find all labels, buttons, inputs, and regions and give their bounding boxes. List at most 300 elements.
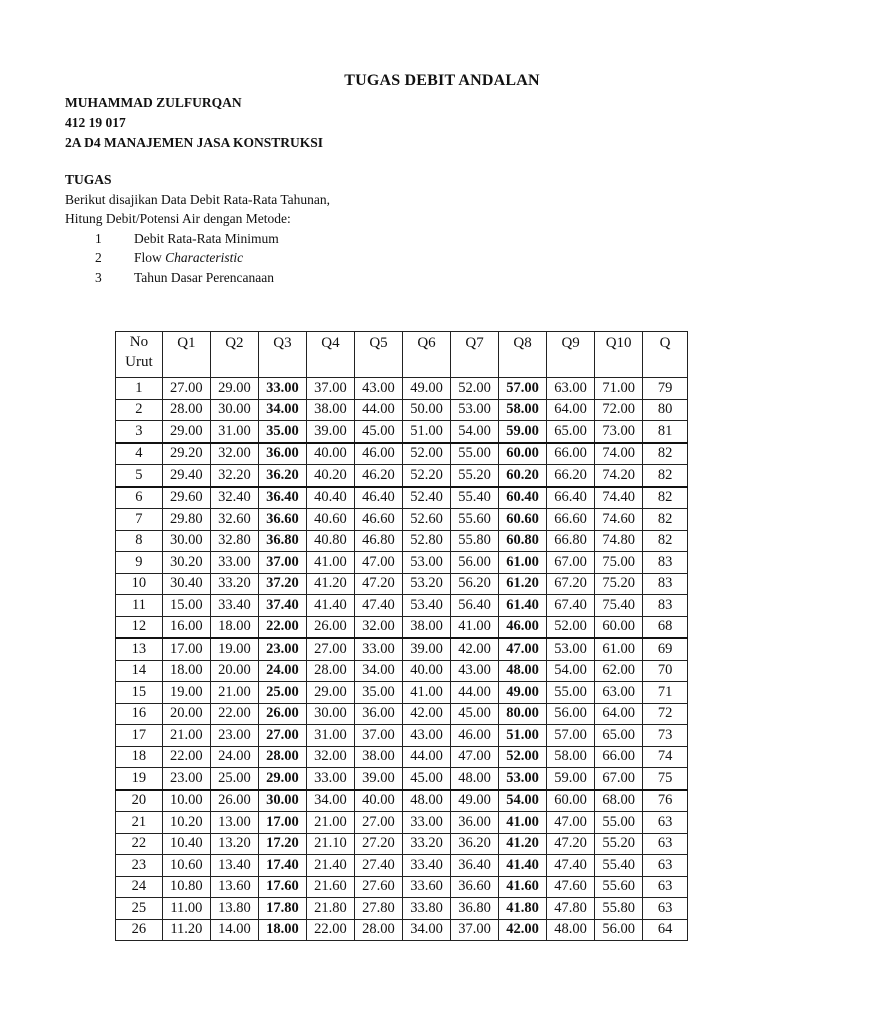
discharge-value-cell: 55.60: [451, 509, 499, 531]
discharge-value-cell: 37.00: [354, 725, 402, 747]
discharge-value-cell: 36.20: [451, 833, 499, 855]
discharge-value-cell: 52.00: [547, 616, 595, 638]
discharge-value-cell: 37.40: [258, 595, 306, 617]
discharge-value-cell: 17.60: [258, 876, 306, 898]
discharge-value-cell: 61.40: [499, 595, 547, 617]
discharge-value-cell: 31.00: [306, 725, 354, 747]
table-row: [116, 638, 688, 660]
discharge-value-cell: 21.00: [210, 682, 258, 704]
discharge-value-cell: 22.00: [258, 616, 306, 638]
discharge-value-cell: 24.00: [258, 660, 306, 682]
discharge-value-cell: 22.00: [306, 919, 354, 941]
discharge-value-cell: 33.40: [403, 855, 451, 877]
discharge-value-cell: 36.60: [258, 509, 306, 531]
discharge-value-cell: 43.00: [403, 725, 451, 747]
discharge-value-cell: 29.40: [162, 465, 210, 487]
discharge-value-cell: 63: [643, 812, 688, 834]
discharge-value-cell: 52.60: [403, 509, 451, 531]
discharge-value-cell: 46.00: [354, 443, 402, 465]
discharge-value-cell: 52.40: [403, 487, 451, 509]
student-class: 2A D4 MANAJEMEN JASA KONSTRUKSI: [65, 135, 324, 150]
discharge-value-cell: 67.00: [595, 768, 643, 790]
discharge-value-cell: 37.20: [258, 573, 306, 595]
discharge-value-cell: 18.00: [162, 660, 210, 682]
table-row: [116, 855, 688, 877]
task-section: [65, 170, 330, 287]
discharge-value-cell: 61.00: [595, 638, 643, 660]
discharge-value-cell: 40.40: [306, 487, 354, 509]
row-number-cell: 8: [116, 530, 163, 552]
discharge-value-cell: 26.00: [210, 790, 258, 812]
row-number-cell: 22: [116, 833, 163, 855]
discharge-value-cell: 59.00: [547, 768, 595, 790]
discharge-value-cell: 36.80: [258, 530, 306, 552]
discharge-value-cell: 23.00: [258, 638, 306, 660]
discharge-value-cell: 67.40: [547, 595, 595, 617]
row-number-cell: 12: [116, 616, 163, 638]
discharge-value-cell: 18.00: [258, 919, 306, 941]
discharge-value-cell: 25.00: [258, 682, 306, 704]
discharge-value-cell: 53.00: [547, 638, 595, 660]
discharge-value-cell: 43.00: [354, 378, 402, 400]
discharge-value-cell: 33.00: [403, 812, 451, 834]
discharge-value-cell: 33.00: [306, 768, 354, 790]
discharge-value-cell: 56.00: [451, 552, 499, 574]
discharge-value-cell: 33.00: [354, 638, 402, 660]
table-header-row: [116, 332, 688, 378]
row-number-cell: 23: [116, 855, 163, 877]
discharge-value-cell: 21.80: [306, 898, 354, 920]
discharge-value-cell: 60.60: [499, 509, 547, 531]
discharge-value-cell: 22.00: [210, 703, 258, 725]
discharge-value-cell: 34.00: [403, 919, 451, 941]
row-number-cell: 7: [116, 509, 163, 531]
discharge-value-cell: 41.20: [499, 833, 547, 855]
discharge-value-cell: 58.00: [547, 746, 595, 768]
discharge-value-cell: 30.00: [306, 703, 354, 725]
discharge-value-cell: 15.00: [162, 595, 210, 617]
column-header-q1: Q1: [162, 332, 210, 378]
discharge-value-cell: 32.00: [354, 616, 402, 638]
discharge-value-cell: 72: [643, 703, 688, 725]
discharge-value-cell: 66.20: [547, 465, 595, 487]
discharge-value-cell: 25.00: [210, 768, 258, 790]
task-method-item: [65, 268, 330, 288]
discharge-value-cell: 62.00: [595, 660, 643, 682]
table-row: [116, 487, 688, 509]
discharge-table: [115, 331, 688, 941]
discharge-value-cell: 38.00: [306, 399, 354, 421]
discharge-value-cell: 61.00: [499, 552, 547, 574]
discharge-value-cell: 37.00: [306, 378, 354, 400]
discharge-value-cell: 53.40: [403, 595, 451, 617]
discharge-value-cell: 33.00: [258, 378, 306, 400]
discharge-value-cell: 13.80: [210, 898, 258, 920]
discharge-value-cell: 75.40: [595, 595, 643, 617]
discharge-value-cell: 46.20: [354, 465, 402, 487]
discharge-value-cell: 27.00: [258, 725, 306, 747]
discharge-value-cell: 38.00: [403, 616, 451, 638]
discharge-value-cell: 67.00: [547, 552, 595, 574]
discharge-value-cell: 60.80: [499, 530, 547, 552]
discharge-value-cell: 11.20: [162, 919, 210, 941]
discharge-value-cell: 48.00: [451, 768, 499, 790]
table-row: [116, 746, 688, 768]
discharge-value-cell: 53.00: [403, 552, 451, 574]
discharge-value-cell: 83: [643, 595, 688, 617]
task-method-text: [134, 268, 274, 288]
discharge-value-cell: 63: [643, 898, 688, 920]
discharge-value-cell: 54.00: [451, 421, 499, 443]
discharge-value-cell: 40.00: [354, 790, 402, 812]
row-number-cell: 13: [116, 638, 163, 660]
discharge-value-cell: 71: [643, 682, 688, 704]
discharge-value-cell: 29.00: [306, 682, 354, 704]
discharge-value-cell: 36.40: [451, 855, 499, 877]
discharge-value-cell: 28.00: [306, 660, 354, 682]
discharge-value-cell: 65.00: [595, 725, 643, 747]
discharge-value-cell: 56.20: [451, 573, 499, 595]
column-header-q6: Q6: [403, 332, 451, 378]
discharge-value-cell: 21.00: [162, 725, 210, 747]
discharge-value-cell: 64.00: [595, 703, 643, 725]
row-number-cell: 26: [116, 919, 163, 941]
discharge-value-cell: 63.00: [547, 378, 595, 400]
discharge-value-cell: 10.80: [162, 876, 210, 898]
discharge-value-cell: 27.00: [306, 638, 354, 660]
table-row: [116, 573, 688, 595]
row-number-cell: 4: [116, 443, 163, 465]
discharge-value-cell: 80.00: [499, 703, 547, 725]
discharge-value-cell: 55.20: [451, 465, 499, 487]
discharge-value-cell: 33.20: [403, 833, 451, 855]
discharge-value-cell: 55.40: [451, 487, 499, 509]
discharge-value-cell: 74: [643, 746, 688, 768]
row-number-cell: 11: [116, 595, 163, 617]
table-row: [116, 703, 688, 725]
row-number-cell: 3: [116, 421, 163, 443]
discharge-value-cell: 47.00: [499, 638, 547, 660]
discharge-value-cell: 21.10: [306, 833, 354, 855]
row-number-cell: 19: [116, 768, 163, 790]
discharge-value-cell: 36.00: [451, 812, 499, 834]
discharge-value-cell: 29.60: [162, 487, 210, 509]
discharge-value-cell: 83: [643, 573, 688, 595]
table-row: [116, 768, 688, 790]
discharge-value-cell: 60.40: [499, 487, 547, 509]
discharge-value-cell: 40.80: [306, 530, 354, 552]
discharge-value-cell: 36.60: [451, 876, 499, 898]
discharge-value-cell: 29.00: [162, 421, 210, 443]
table-row: [116, 378, 688, 400]
document-title: TUGAS DEBIT ANDALAN: [344, 72, 540, 89]
discharge-value-cell: 73: [643, 725, 688, 747]
discharge-value-cell: 47.20: [354, 573, 402, 595]
column-header-q4: Q4: [306, 332, 354, 378]
discharge-value-cell: 41.00: [499, 812, 547, 834]
discharge-value-cell: 30.00: [258, 790, 306, 812]
discharge-value-cell: 47.00: [451, 746, 499, 768]
discharge-value-cell: 61.20: [499, 573, 547, 595]
discharge-value-cell: 47.20: [547, 833, 595, 855]
discharge-value-cell: 52.00: [403, 443, 451, 465]
discharge-value-cell: 74.00: [595, 443, 643, 465]
discharge-value-cell: 13.60: [210, 876, 258, 898]
column-header-q7: Q7: [451, 332, 499, 378]
discharge-value-cell: 74.60: [595, 509, 643, 531]
discharge-value-cell: 83: [643, 552, 688, 574]
discharge-value-cell: 47.60: [547, 876, 595, 898]
discharge-value-cell: 47.00: [547, 812, 595, 834]
discharge-value-cell: 13.40: [210, 855, 258, 877]
task-method-label: Debit Rata-Rata Minimum: [134, 230, 279, 246]
discharge-value-cell: 55.60: [595, 876, 643, 898]
discharge-value-cell: 43.00: [451, 660, 499, 682]
discharge-value-cell: 49.00: [499, 682, 547, 704]
discharge-value-cell: 33.80: [403, 898, 451, 920]
discharge-value-cell: 55.80: [595, 898, 643, 920]
discharge-value-cell: 60.00: [499, 443, 547, 465]
discharge-value-cell: 36.00: [354, 703, 402, 725]
row-number-cell: 1: [116, 378, 163, 400]
column-header-q8: Q8: [499, 332, 547, 378]
discharge-value-cell: 55.00: [451, 443, 499, 465]
row-number-cell: 20: [116, 790, 163, 812]
discharge-value-cell: 48.00: [403, 790, 451, 812]
table-row: [116, 465, 688, 487]
discharge-value-cell: 75.00: [595, 552, 643, 574]
row-number-cell: 16: [116, 703, 163, 725]
discharge-value-cell: 52.80: [403, 530, 451, 552]
discharge-value-cell: 82: [643, 465, 688, 487]
discharge-value-cell: 36.80: [451, 898, 499, 920]
discharge-value-cell: 55.40: [595, 855, 643, 877]
discharge-value-cell: 27.80: [354, 898, 402, 920]
column-header-q5: Q5: [354, 332, 402, 378]
discharge-value-cell: 41.20: [306, 573, 354, 595]
discharge-value-cell: 53.00: [451, 399, 499, 421]
discharge-value-cell: 51.00: [403, 421, 451, 443]
table-row: [116, 421, 688, 443]
discharge-value-cell: 63: [643, 876, 688, 898]
discharge-value-cell: 65.00: [547, 421, 595, 443]
row-number-cell: 25: [116, 898, 163, 920]
student-info: [65, 93, 323, 153]
discharge-value-cell: 41.60: [499, 876, 547, 898]
discharge-value-cell: 17.80: [258, 898, 306, 920]
table-row: [116, 833, 688, 855]
column-header-q2: Q2: [210, 332, 258, 378]
row-number-cell: 15: [116, 682, 163, 704]
discharge-value-cell: 76: [643, 790, 688, 812]
discharge-value-cell: 13.20: [210, 833, 258, 855]
table-row: [116, 530, 688, 552]
discharge-value-cell: 33.60: [403, 876, 451, 898]
discharge-value-cell: 21.00: [306, 812, 354, 834]
discharge-value-cell: 47.40: [547, 855, 595, 877]
discharge-value-cell: 47.80: [547, 898, 595, 920]
discharge-value-cell: 29.00: [258, 768, 306, 790]
table-row: [116, 443, 688, 465]
discharge-table-container: [115, 331, 688, 938]
discharge-value-cell: 32.00: [306, 746, 354, 768]
discharge-value-cell: 21.40: [306, 855, 354, 877]
discharge-value-cell: 81: [643, 421, 688, 443]
task-method-number: 1: [95, 230, 102, 246]
task-method-list: [65, 229, 330, 288]
discharge-value-cell: 50.00: [403, 399, 451, 421]
discharge-value-cell: 47.40: [354, 595, 402, 617]
row-number-cell: 14: [116, 660, 163, 682]
discharge-value-cell: 49.00: [403, 378, 451, 400]
discharge-value-cell: 63: [643, 833, 688, 855]
discharge-value-cell: 30.40: [162, 573, 210, 595]
discharge-value-cell: 66.60: [547, 509, 595, 531]
table-row: [116, 790, 688, 812]
discharge-value-cell: 55.80: [451, 530, 499, 552]
discharge-value-cell: 64.00: [547, 399, 595, 421]
discharge-value-cell: 46.40: [354, 487, 402, 509]
discharge-value-cell: 22.00: [162, 746, 210, 768]
discharge-value-cell: 57.00: [499, 378, 547, 400]
discharge-value-cell: 42.00: [499, 919, 547, 941]
discharge-value-cell: 10.00: [162, 790, 210, 812]
discharge-value-cell: 37.00: [258, 552, 306, 574]
discharge-value-cell: 67.20: [547, 573, 595, 595]
task-method-label: Tahun Dasar Perencanaan: [134, 269, 274, 285]
task-method-label: Flow: [134, 250, 166, 265]
discharge-value-cell: 45.00: [451, 703, 499, 725]
discharge-value-cell: 66.00: [595, 746, 643, 768]
discharge-value-cell: 26.00: [306, 616, 354, 638]
column-header-q10: Q10: [595, 332, 643, 378]
discharge-value-cell: 71.00: [595, 378, 643, 400]
discharge-value-cell: 63.00: [595, 682, 643, 704]
task-intro: Berikut disajikan Data Debit Rata-Rata Tahunan,: [65, 191, 330, 207]
discharge-value-cell: 27.00: [162, 378, 210, 400]
discharge-value-cell: 33.20: [210, 573, 258, 595]
table-row: [116, 616, 688, 638]
discharge-value-cell: 19.00: [210, 638, 258, 660]
discharge-value-cell: 66.00: [547, 443, 595, 465]
table-row: [116, 812, 688, 834]
discharge-value-cell: 17.00: [162, 638, 210, 660]
discharge-value-cell: 39.00: [354, 768, 402, 790]
row-number-cell: 5: [116, 465, 163, 487]
discharge-value-cell: 53.20: [403, 573, 451, 595]
discharge-value-cell: 57.00: [547, 725, 595, 747]
table-row: [116, 919, 688, 941]
row-number-cell: 2: [116, 399, 163, 421]
discharge-value-cell: 49.00: [451, 790, 499, 812]
discharge-value-cell: 29.00: [210, 378, 258, 400]
discharge-value-cell: 29.80: [162, 509, 210, 531]
discharge-value-cell: 27.20: [354, 833, 402, 855]
discharge-value-cell: 42.00: [451, 638, 499, 660]
task-method-item: [65, 229, 330, 249]
discharge-value-cell: 51.00: [499, 725, 547, 747]
discharge-value-cell: 32.00: [210, 443, 258, 465]
discharge-value-cell: 68: [643, 616, 688, 638]
discharge-value-cell: 60.00: [595, 616, 643, 638]
discharge-value-cell: 44.00: [354, 399, 402, 421]
discharge-value-cell: 41.00: [403, 682, 451, 704]
discharge-value-cell: 33.40: [210, 595, 258, 617]
discharge-value-cell: 23.00: [162, 768, 210, 790]
task-instruction: Hitung Debit/Potensi Air dengan Metode:: [65, 211, 291, 226]
discharge-value-cell: 17.40: [258, 855, 306, 877]
discharge-value-cell: 58.00: [499, 399, 547, 421]
discharge-value-cell: 36.00: [258, 443, 306, 465]
discharge-value-cell: 21.60: [306, 876, 354, 898]
discharge-value-cell: 69: [643, 638, 688, 660]
student-id: 412 19 017: [65, 115, 126, 130]
discharge-value-cell: 73.00: [595, 421, 643, 443]
discharge-value-cell: 34.00: [306, 790, 354, 812]
discharge-value-cell: 31.00: [210, 421, 258, 443]
discharge-value-cell: 35.00: [258, 421, 306, 443]
discharge-value-cell: 34.00: [258, 399, 306, 421]
discharge-value-cell: 37.00: [451, 919, 499, 941]
discharge-value-cell: 33.00: [210, 552, 258, 574]
table-row: [116, 898, 688, 920]
task-method-emphasis: Characteristic: [165, 250, 244, 265]
column-header-q: Q: [643, 332, 688, 378]
discharge-value-cell: 14.00: [210, 919, 258, 941]
discharge-value-cell: 60.00: [547, 790, 595, 812]
discharge-value-cell: 63: [643, 855, 688, 877]
discharge-value-cell: 26.00: [258, 703, 306, 725]
discharge-value-cell: 40.20: [306, 465, 354, 487]
row-number-cell: 6: [116, 487, 163, 509]
discharge-value-cell: 56.00: [595, 919, 643, 941]
table-row: [116, 399, 688, 421]
discharge-value-cell: 27.60: [354, 876, 402, 898]
discharge-value-cell: 39.00: [306, 421, 354, 443]
discharge-value-cell: 64: [643, 919, 688, 941]
discharge-value-cell: 80: [643, 399, 688, 421]
discharge-value-cell: 36.40: [258, 487, 306, 509]
column-header-q3: Q3: [258, 332, 306, 378]
discharge-value-cell: 68.00: [595, 790, 643, 812]
discharge-value-cell: 32.80: [210, 530, 258, 552]
discharge-value-cell: 10.20: [162, 812, 210, 834]
discharge-value-cell: 36.20: [258, 465, 306, 487]
discharge-value-cell: 52.00: [451, 378, 499, 400]
discharge-value-cell: 52.20: [403, 465, 451, 487]
discharge-value-cell: 38.00: [354, 746, 402, 768]
discharge-value-cell: 41.40: [499, 855, 547, 877]
row-number-cell: 10: [116, 573, 163, 595]
discharge-value-cell: 54.00: [547, 660, 595, 682]
discharge-value-cell: 19.00: [162, 682, 210, 704]
discharge-value-cell: 11.00: [162, 898, 210, 920]
discharge-value-cell: 28.00: [258, 746, 306, 768]
discharge-value-cell: 75.20: [595, 573, 643, 595]
discharge-value-cell: 18.00: [210, 616, 258, 638]
discharge-value-cell: 70: [643, 660, 688, 682]
discharge-value-cell: 46.00: [499, 616, 547, 638]
discharge-value-cell: 10.40: [162, 833, 210, 855]
discharge-value-cell: 52.00: [499, 746, 547, 768]
table-row: [116, 682, 688, 704]
discharge-value-cell: 82: [643, 509, 688, 531]
discharge-value-cell: 41.00: [451, 616, 499, 638]
discharge-value-cell: 74.20: [595, 465, 643, 487]
discharge-value-cell: 32.60: [210, 509, 258, 531]
discharge-value-cell: 46.60: [354, 509, 402, 531]
discharge-value-cell: 17.00: [258, 812, 306, 834]
